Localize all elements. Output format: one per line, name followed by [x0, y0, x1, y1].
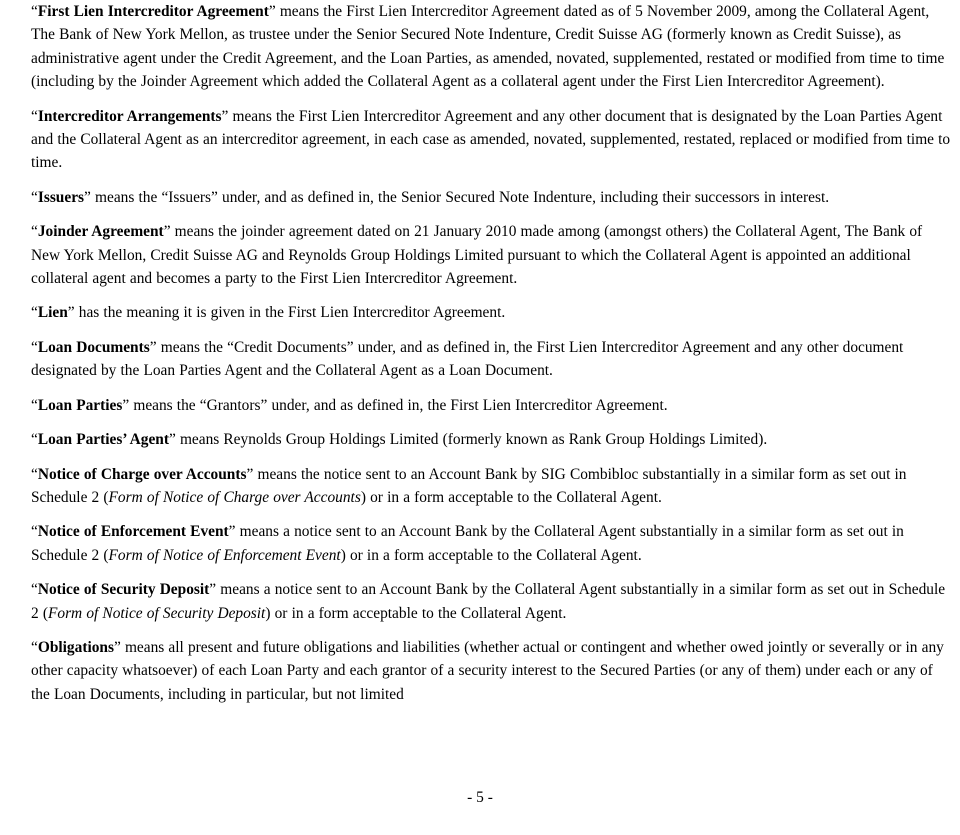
defined-term: Lien [37, 304, 68, 322]
quoted-term: Credit Documents [233, 338, 347, 356]
definition-text: has the meaning it is given in the First Lien Intercreditor Agreement. [78, 304, 506, 322]
definitions-list [31, 0, 955, 717]
defined-term: Notice of Security Deposit [37, 581, 210, 599]
definition-lien: “Lien” has the meaning it is given in the First Lien Intercreditor Agreement. [31, 304, 506, 322]
definition-text: means the First Lien Intercreditor Agreement and any other document that is designated by the Loan Parties Agent and the Collateral Agent as an intercreditor agreement, in each case as amended, novated, supplemented, restated, replaced or modified from time to time. [31, 107, 951, 172]
quoted-term: Issuers [168, 188, 212, 206]
page-number: - 5 - [467, 789, 493, 806]
defined-term: Notice of Enforcement Event [37, 523, 229, 541]
defined-term: Loan Parties [37, 396, 123, 414]
definition-text: means the First Lien Intercreditor Agreement dated as of 5 November 2009, among the Collateral Agent, The Bank of New York Mellon, as trustee under the Senior Secured Note Indenture, Credit Suisse AG (formerly known as Credit Suisse), as administrative agent under the Credit Agreement, and the Loan Parties, as amended, novated, supplemented, restated or modified from time to time (including by the Joinder Agreement which added the Collateral Agent as a collateral agent under the First Lien Intercreditor Agreement). [31, 3, 945, 91]
definition-tail: ) or in a form acceptable to the Collateral Agent. [340, 546, 642, 564]
definition-text: means all present and future obligations and liabilities (whether actual or contingent and whether owed jointly or severally or in any other capacity whatsoever) of each Loan Party and each grantor of a security interest to the Secured Parties (or any of them) under each or any of the Loan Documents, including in particular, but not limited [31, 638, 944, 703]
schedule-reference: Form of Notice of Security Deposit [47, 604, 266, 622]
definition-issuers: “Issuers” means the “Issuers” under, and as defined in, the Senior Secured Note Indenture, including their successors in interest. [31, 188, 830, 206]
definition-tail: ) or in a form acceptable to the Collateral Agent. [360, 488, 662, 506]
schedule-reference: Form of Notice of Enforcement Event [108, 546, 341, 564]
definition-text: means the joinder agreement dated on 21 January 2010 made among (amongst others) the Collateral Agent, The Bank of New York Mellon, Credit Suisse AG and Reynolds Group Holdings Limited pursuant to which the Collateral Agent is appointed an additional collateral agent and becomes a party to the First Lien Intercreditor Agreement. [31, 223, 923, 288]
defined-term: Loan Parties’ Agent [37, 431, 169, 449]
definition-lead: means the [95, 188, 158, 206]
definition-text: means a notice sent to an Account Bank by the Collateral Agent substantially in a similar form as set out in Schedule 2 ( [31, 523, 904, 564]
definition-text: means a notice sent to an Account Bank by the Collateral Agent substantially in a similar form as set out in Schedule 2 ( [31, 581, 946, 622]
defined-term: First Lien Intercreditor Agreement [37, 3, 269, 20]
definition-intercreditor-arrangements: “Intercreditor Arrangements” means the First Lien Intercreditor Agreement and any other document that is designated by the Loan Parties Agent and the Collateral Agent as an intercreditor agreement, in each case as amended, novated, supplemented, restated, replaced or modified from time to time. [31, 107, 951, 172]
definition-text: under, and as defined in, the First Lien Intercreditor Agreement and any other document designated by the Loan Parties Agent and the Collateral Agent as a Loan Document. [31, 338, 904, 380]
definition-text: means the notice sent to an Account Bank by SIG Combibloc substantially in a similar form as set out in Schedule 2 ( [31, 465, 907, 506]
defined-term: Loan Documents [37, 338, 150, 356]
definition-obligations: “Obligations” means all present and future obligations and liabilities (whether actual or contingent and whether owed jointly or severally or in any other capacity whatsoever) of each Loan Party and each grantor of a security interest to the Secured Parties (or any of them) under each or any of the Loan Documents, including in particular, but not limited [31, 638, 944, 703]
definition-text: under, and as defined in, the First Lien Intercreditor Agreement. [271, 396, 668, 414]
definition-joinder-agreement: “Joinder Agreement” means the joinder agreement dated on 21 January 2010 made among (amongst others) the Collateral Agent, The Bank of New York Mellon, Credit Suisse AG and Reynolds Group Holdings Limited pursuant to which the Collateral Agent is appointed an additional collateral agent and becomes a party to the First Lien Intercreditor Agreement. [31, 223, 923, 288]
definition-text: means Reynolds Group Holdings Limited (formerly known as Rank Group Holdings Limited). [179, 431, 768, 449]
schedule-reference: Form of Notice of Charge over Accounts [108, 488, 361, 506]
definition-lead: means the [133, 396, 196, 414]
defined-term: Notice of Charge over Accounts [37, 465, 247, 483]
definition-lead: means the [160, 338, 223, 356]
defined-term: Issuers [37, 188, 85, 206]
quoted-term: Grantors [206, 396, 261, 414]
definition-text: under, and as defined in, the Senior Secured Note Indenture, including their successors in interest. [222, 188, 830, 206]
definition-first-lien-intercreditor-agreement: “First Lien Intercreditor Agreement” means the First Lien Intercreditor Agreement dated as of 5 November 2009, among the Collateral Agent, The Bank of New York Mellon, as trustee under the Senior Secured Note Indenture, Credit Suisse AG (formerly known as Credit Suisse), as administrative agent under the Credit Agreement, and the Loan Parties, as amended, novated, supplemented, restated or modified from time to time (including by the Joinder Agreement which added the Collateral Agent as a collateral agent under the First Lien Intercreditor Agreement). [31, 3, 945, 91]
definition-notice-of-enforcement-event: “Notice of Enforcement Event” means a notice sent to an Account Bank by the Collateral Agent substantially in a similar form as set out in Schedule 2 (Form of Notice of Enforcement Event) or in a form acceptable to the Collateral Agent. [31, 523, 904, 564]
definition-loan-parties: “Loan Parties” means the “Grantors” under, and as defined in, the First Lien Intercreditor Agreement. [31, 396, 668, 414]
defined-term: Joinder Agreement [37, 223, 164, 241]
definition-loan-parties-agent: “Loan Parties’ Agent” means Reynolds Group Holdings Limited (formerly known as Rank Group Holdings Limited). [31, 431, 768, 449]
defined-term: Intercreditor Arrangements [37, 107, 222, 125]
definition-loan-documents: “Loan Documents” means the “Credit Documents” under, and as defined in, the First Lien Intercreditor Agreement and any other document designated by the Loan Parties Agent and the Collateral Agent as a Loan Document. [31, 338, 904, 380]
definition-tail: ) or in a form acceptable to the Collateral Agent. [265, 604, 567, 622]
definition-notice-of-charge-over-accounts: “Notice of Charge over Accounts” means the notice sent to an Account Bank by SIG Combibloc substantially in a similar form as set out in Schedule 2 (Form of Notice of Charge over Accounts) or in a form acceptable to the Collateral Agent. [31, 465, 907, 506]
defined-term: Obligations [37, 638, 114, 656]
definition-notice-of-security-deposit: “Notice of Security Deposit” means a notice sent to an Account Bank by the Collateral Agent substantially in a similar form as set out in Schedule 2 (Form of Notice of Security Deposit) or in a form acceptable to the Collateral Agent. [31, 581, 946, 622]
